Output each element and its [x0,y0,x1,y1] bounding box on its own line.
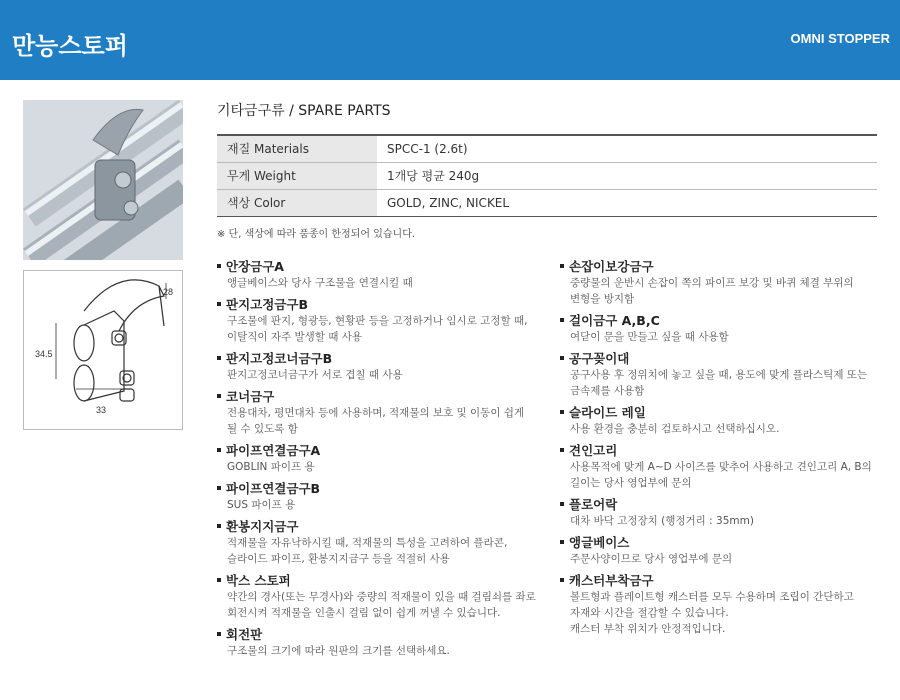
item-title: 견인고리 [560,442,890,459]
item-title: 파이프연결금구B [217,480,547,497]
item-title: 공구꽂이대 [560,350,890,367]
section-title: 기타금구류 / SPARE PARTS [217,103,391,119]
item-title: 안장금구A [217,258,547,275]
item-desc: 볼트형과 플레이트형 캐스터를 모두 수용하며 조립이 간단하고 자재와 시간을 절감할 수 있습니다. 캐스터 부착 위치가 안정적입니다. [570,591,854,635]
item-desc: 사용 환경을 충분히 검토하시고 선택하십시오. [570,423,780,435]
item-desc: 사용목적에 맞게 A~D 사이즈를 맞추어 사용하고 견인고리 A, B의 길이는 당사 영업부에 문의 [570,461,872,489]
list-item [217,296,547,345]
brand-label: OMNI STOPPER [790,31,890,46]
item-desc: 중량물의 운반시 손잡이 쪽의 파이프 보강 및 바퀴 체결 부위의 변형을 방지함 [570,277,854,305]
item-title: 판지고정코너금구B [217,350,547,367]
dimension-drawing [23,270,183,430]
list-item [560,404,890,437]
item-title: 앵글베이스 [560,534,890,551]
spec-row [217,135,877,162]
item-title: 판지고정금구B [217,296,547,313]
list-item [560,312,890,345]
spec-key: 색상 Color [217,189,377,216]
item-title: 슬라이드 레일 [560,404,890,421]
item-desc: 앵글베이스와 당사 구조물을 연결시킬 때 [227,277,413,289]
spec-table [217,134,877,217]
page-title: 만능스토퍼 [12,32,128,60]
item-desc: GOBLIN 파이프 용 [227,461,315,473]
item-desc: 약간의 경사(또는 무경사)와 중량의 적재물이 있을 때 걸림쇠를 좌로 회전시켜 적재물을 인출시 걸림 없이 쉽게 꺼낼 수 있습니다. [227,591,536,619]
list-item [217,258,547,291]
dim-top-label: 28 [163,287,174,297]
item-title: 걸이금구 A,B,C [560,312,890,329]
item-title: 환봉지지금구 [217,518,547,535]
list-item [217,626,547,659]
item-desc: 적재물을 자유낙하시킬 때, 적재물의 특성을 고려하여 플라콘, 슬라이드 파이프, 환봉지지금구 등을 적절히 사용 [227,537,508,565]
list-item [560,442,890,491]
list-item [217,572,547,621]
product-photo [23,100,183,260]
item-desc: 대차 바닥 고정장치 (행정거리 : 35mm) [570,515,754,527]
list-item [217,518,547,567]
item-desc: 전용대차, 평면대차 등에 사용하며, 적재물의 보호 및 이동이 쉽게 될 수 있도록 함 [227,407,525,435]
item-title: 플로어락 [560,496,890,513]
dim-bottom-label: 33 [96,405,107,415]
spec-key: 재질 Materials [217,135,377,162]
header-bar [0,0,900,80]
list-item [560,534,890,567]
spec-value: SPCC-1 (2.6t) [377,135,877,162]
spec-key: 무게 Weight [217,162,377,189]
list-item [217,442,547,475]
item-title: 회전판 [217,626,547,643]
list-item [560,496,890,529]
item-desc: 주문사양이므로 당사 영업부에 문의 [570,553,733,565]
color-note: ※ 단, 색상에 따라 품종이 한정되어 있습니다. [217,229,416,240]
item-desc: 구조물의 크기에 따라 원판의 크기를 선택하세요. [227,645,450,657]
item-title: 손잡이보강금구 [560,258,890,275]
content-panel [0,80,900,700]
item-title: 코너금구 [217,388,547,405]
item-title: 파이프연결금구A [217,442,547,459]
item-title: 박스 스토퍼 [217,572,547,589]
spec-value: GOLD, ZINC, NICKEL [387,195,510,210]
item-desc: 공구사용 후 정위치에 놓고 싶을 때, 용도에 맞게 플라스틱제 또는 금속제를 사용함 [570,369,868,397]
item-desc: 여닫이 문을 만들고 싶을 때 사용함 [570,331,729,343]
parts-list-right [560,258,890,642]
spec-row [217,189,877,216]
spec-value: 1개당 평균 240g [377,162,877,189]
parts-list-left [217,258,547,664]
dim-left-label: 34.5 [35,349,53,359]
item-desc: 판지고정코너금구가 서로 겹칠 때 사용 [227,369,403,381]
item-title: 캐스터부착금구 [560,572,890,589]
list-item [560,350,890,399]
list-item [217,388,547,437]
list-item [217,350,547,383]
item-desc: SUS 파이프 용 [227,499,296,511]
list-item [560,572,890,637]
item-desc: 구조물에 판지, 형광등, 현황판 등을 고정하거나 임시로 고정할 때, 이탈직이 자주 발생할 때 사용 [227,315,528,343]
list-item [560,258,890,307]
list-item [217,480,547,513]
spec-row [217,162,877,189]
